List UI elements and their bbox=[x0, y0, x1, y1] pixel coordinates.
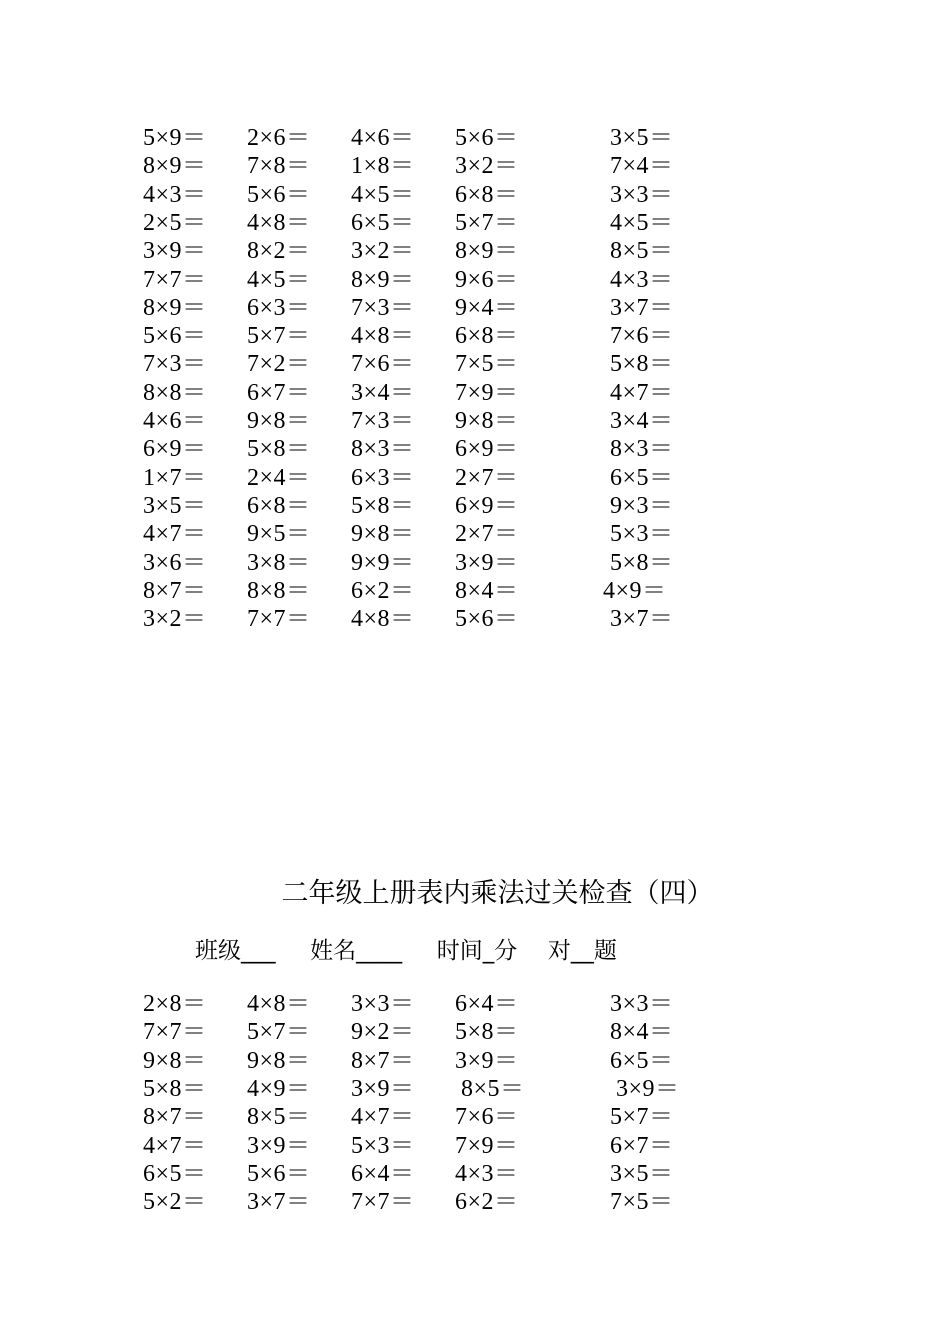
problem-item: 6×8＝ bbox=[247, 492, 311, 519]
problem-item: 2×4＝ bbox=[247, 464, 311, 491]
problem-row bbox=[0, 1075, 950, 1103]
problem-item: 5×3＝ bbox=[610, 521, 674, 548]
problem-item: 9×8＝ bbox=[455, 408, 519, 434]
problem-item: 7×6＝ bbox=[351, 351, 415, 378]
problem-item: 7×7＝ bbox=[351, 1189, 415, 1216]
problem-item: 6×2＝ bbox=[455, 1189, 519, 1216]
problem-item: 9×8＝ bbox=[143, 1047, 207, 1074]
problem-item: 9×8＝ bbox=[247, 408, 311, 434]
problem-row bbox=[0, 350, 950, 378]
problem-item: 4×8＝ bbox=[247, 209, 311, 236]
problem-row bbox=[0, 294, 950, 322]
problem-item: 3×3＝ bbox=[610, 991, 674, 1017]
problem-item: 8×4＝ bbox=[455, 577, 519, 604]
problem-item: 5×8＝ bbox=[610, 351, 674, 378]
problem-item: 7×3＝ bbox=[351, 408, 415, 434]
problem-item: 3×5＝ bbox=[610, 125, 674, 151]
problem-item: 3×9＝ bbox=[143, 238, 207, 265]
problem-item: 7×5＝ bbox=[455, 351, 519, 378]
problem-item: 7×6＝ bbox=[455, 1104, 519, 1131]
problem-item: 3×9＝ bbox=[247, 1132, 311, 1159]
problem-item: 7×9＝ bbox=[455, 1132, 519, 1159]
problem-item: 8×3＝ bbox=[351, 436, 415, 463]
problem-item: 6×9＝ bbox=[143, 436, 207, 463]
problem-item: 6×5＝ bbox=[610, 464, 674, 491]
problem-item: 5×7＝ bbox=[247, 1019, 311, 1046]
problem-item: 5×8＝ bbox=[247, 436, 311, 463]
problem-item: 8×5＝ bbox=[461, 1075, 525, 1102]
problem-item: 3×6＝ bbox=[143, 549, 207, 576]
problem-item: 3×9＝ bbox=[455, 549, 519, 576]
problem-item: 9×3＝ bbox=[610, 492, 674, 519]
problem-row bbox=[0, 435, 950, 463]
problem-item: 3×2＝ bbox=[351, 238, 415, 265]
problem-item: 7×7＝ bbox=[247, 606, 311, 633]
problem-item: 4×8＝ bbox=[351, 323, 415, 350]
time-label: 时间_分 bbox=[436, 938, 518, 964]
problem-row bbox=[0, 209, 950, 237]
problem-item: 3×4＝ bbox=[351, 379, 415, 406]
problem-item: 3×7＝ bbox=[247, 1189, 311, 1216]
problem-item: 3×9＝ bbox=[351, 1075, 415, 1102]
problem-item: 4×5＝ bbox=[610, 209, 674, 236]
problem-item: 8×7＝ bbox=[143, 1104, 207, 1131]
problem-item: 6×5＝ bbox=[351, 209, 415, 236]
problem-item: 8×3＝ bbox=[610, 436, 674, 463]
problem-row bbox=[0, 407, 950, 435]
problem-item: 4×3＝ bbox=[610, 266, 674, 293]
problem-item: 7×7＝ bbox=[143, 1019, 207, 1046]
problem-row bbox=[0, 1160, 950, 1188]
problem-item: 5×6＝ bbox=[455, 125, 519, 151]
problem-item: 8×5＝ bbox=[247, 1104, 311, 1131]
problem-row bbox=[0, 266, 950, 294]
problem-item: 5×6＝ bbox=[143, 323, 207, 350]
problem-item: 6×2＝ bbox=[351, 577, 415, 604]
student-info-line bbox=[195, 936, 617, 966]
problem-row bbox=[0, 990, 950, 1018]
problem-row bbox=[0, 1047, 950, 1075]
problem-item: 3×9＝ bbox=[616, 1075, 680, 1102]
problem-item: 7×9＝ bbox=[455, 379, 519, 406]
problem-item: 5×7＝ bbox=[247, 323, 311, 350]
problem-item: 9×8＝ bbox=[247, 1047, 311, 1074]
problem-item: 8×9＝ bbox=[143, 153, 207, 180]
problem-row bbox=[0, 464, 950, 492]
problem-item: 4×7＝ bbox=[143, 1132, 207, 1159]
page-title: 二年级上册表内乘法过关检查（四） bbox=[281, 878, 714, 909]
problem-item: 9×6＝ bbox=[455, 266, 519, 293]
problem-item: 2×6＝ bbox=[247, 125, 311, 151]
problem-item: 7×3＝ bbox=[143, 351, 207, 378]
problem-item: 6×7＝ bbox=[610, 1132, 674, 1159]
problem-item: 4×7＝ bbox=[610, 379, 674, 406]
problem-item: 2×7＝ bbox=[455, 464, 519, 491]
problem-item: 5×2＝ bbox=[143, 1189, 207, 1216]
problem-row bbox=[0, 322, 950, 350]
problem-item: 9×4＝ bbox=[455, 294, 519, 321]
problem-item: 2×5＝ bbox=[143, 209, 207, 236]
problem-item: 7×2＝ bbox=[247, 351, 311, 378]
problem-item: 7×5＝ bbox=[610, 1189, 674, 1216]
problem-item: 8×8＝ bbox=[247, 577, 311, 604]
problem-item: 6×8＝ bbox=[455, 323, 519, 350]
problem-item: 6×5＝ bbox=[610, 1047, 674, 1074]
problem-item: 4×8＝ bbox=[247, 991, 311, 1017]
problem-item: 2×7＝ bbox=[455, 521, 519, 548]
problem-item: 8×8＝ bbox=[143, 379, 207, 406]
problem-item: 1×8＝ bbox=[351, 153, 415, 180]
problem-row bbox=[0, 379, 950, 407]
problem-item: 3×9＝ bbox=[455, 1047, 519, 1074]
problem-item: 3×2＝ bbox=[143, 606, 207, 633]
problem-row bbox=[0, 1103, 950, 1131]
problem-item: 8×7＝ bbox=[143, 577, 207, 604]
problem-item: 3×4＝ bbox=[610, 408, 674, 434]
problem-item: 5×8＝ bbox=[351, 492, 415, 519]
problem-row bbox=[0, 1188, 950, 1216]
problem-item: 1×7＝ bbox=[143, 464, 207, 491]
problem-item: 6×9＝ bbox=[455, 492, 519, 519]
problem-row bbox=[0, 152, 950, 180]
problem-item: 4×5＝ bbox=[351, 181, 415, 208]
problem-item: 4×9＝ bbox=[603, 577, 667, 604]
problem-item: 5×8＝ bbox=[610, 549, 674, 576]
problem-item: 5×8＝ bbox=[455, 1019, 519, 1046]
problem-item: 6×3＝ bbox=[351, 464, 415, 491]
problem-item: 8×9＝ bbox=[455, 238, 519, 265]
problem-item: 7×8＝ bbox=[247, 153, 311, 180]
problem-item: 6×8＝ bbox=[455, 181, 519, 208]
problem-item: 3×5＝ bbox=[610, 1160, 674, 1187]
class-label: 班级___ bbox=[195, 938, 276, 964]
name-label: 姓名____ bbox=[310, 938, 403, 964]
problem-item: 8×5＝ bbox=[610, 238, 674, 265]
problem-item: 6×9＝ bbox=[455, 436, 519, 463]
problem-item: 6×4＝ bbox=[455, 991, 519, 1017]
problem-item: 3×3＝ bbox=[610, 181, 674, 208]
problem-row bbox=[0, 577, 950, 605]
problem-row bbox=[0, 124, 950, 152]
problem-item: 9×2＝ bbox=[351, 1019, 415, 1046]
correct-count-label: 对__题 bbox=[547, 938, 617, 964]
problem-item: 4×7＝ bbox=[143, 521, 207, 548]
problem-item: 7×4＝ bbox=[610, 153, 674, 180]
problem-item: 7×6＝ bbox=[610, 323, 674, 350]
problem-item: 5×7＝ bbox=[455, 209, 519, 236]
problem-item: 4×9＝ bbox=[247, 1075, 311, 1102]
problem-item: 5×9＝ bbox=[143, 125, 207, 151]
problem-item: 3×7＝ bbox=[610, 606, 674, 633]
problem-item: 6×5＝ bbox=[143, 1160, 207, 1187]
problem-item: 3×5＝ bbox=[143, 492, 207, 519]
problem-item: 5×8＝ bbox=[143, 1075, 207, 1102]
problem-item: 9×9＝ bbox=[351, 549, 415, 576]
problem-item: 4×6＝ bbox=[143, 408, 207, 434]
problem-row bbox=[0, 1132, 950, 1160]
problem-item: 8×9＝ bbox=[351, 266, 415, 293]
problem-item: 4×8＝ bbox=[351, 606, 415, 633]
problem-item: 8×9＝ bbox=[143, 294, 207, 321]
problem-item: 9×8＝ bbox=[351, 521, 415, 548]
problem-row bbox=[0, 181, 950, 209]
problem-item: 8×7＝ bbox=[351, 1047, 415, 1074]
problem-row bbox=[0, 1018, 950, 1046]
problem-item: 8×4＝ bbox=[610, 1019, 674, 1046]
problem-row bbox=[0, 549, 950, 577]
problem-item: 7×3＝ bbox=[351, 294, 415, 321]
problem-item: 3×2＝ bbox=[455, 153, 519, 180]
problem-row bbox=[0, 492, 950, 520]
problem-item: 5×6＝ bbox=[247, 1160, 311, 1187]
problem-item: 4×3＝ bbox=[143, 181, 207, 208]
problem-item: 8×2＝ bbox=[247, 238, 311, 265]
problem-item: 3×7＝ bbox=[610, 294, 674, 321]
problem-item: 6×3＝ bbox=[247, 294, 311, 321]
problem-item: 5×3＝ bbox=[351, 1132, 415, 1159]
problem-row bbox=[0, 605, 950, 633]
problem-item: 6×7＝ bbox=[247, 379, 311, 406]
problem-item: 4×6＝ bbox=[351, 125, 415, 151]
problem-item: 4×3＝ bbox=[455, 1160, 519, 1187]
problem-item: 3×8＝ bbox=[247, 549, 311, 576]
problem-item: 6×4＝ bbox=[351, 1160, 415, 1187]
problem-item: 4×7＝ bbox=[351, 1104, 415, 1131]
problem-item: 5×6＝ bbox=[455, 606, 519, 633]
problem-item: 3×3＝ bbox=[351, 991, 415, 1017]
problem-item: 7×7＝ bbox=[143, 266, 207, 293]
problem-item: 2×8＝ bbox=[143, 991, 207, 1017]
problem-row bbox=[0, 520, 950, 548]
problem-item: 9×5＝ bbox=[247, 521, 311, 548]
problem-item: 4×5＝ bbox=[247, 266, 311, 293]
problem-item: 5×6＝ bbox=[247, 181, 311, 208]
problem-item: 5×7＝ bbox=[610, 1104, 674, 1131]
problem-row bbox=[0, 237, 950, 265]
